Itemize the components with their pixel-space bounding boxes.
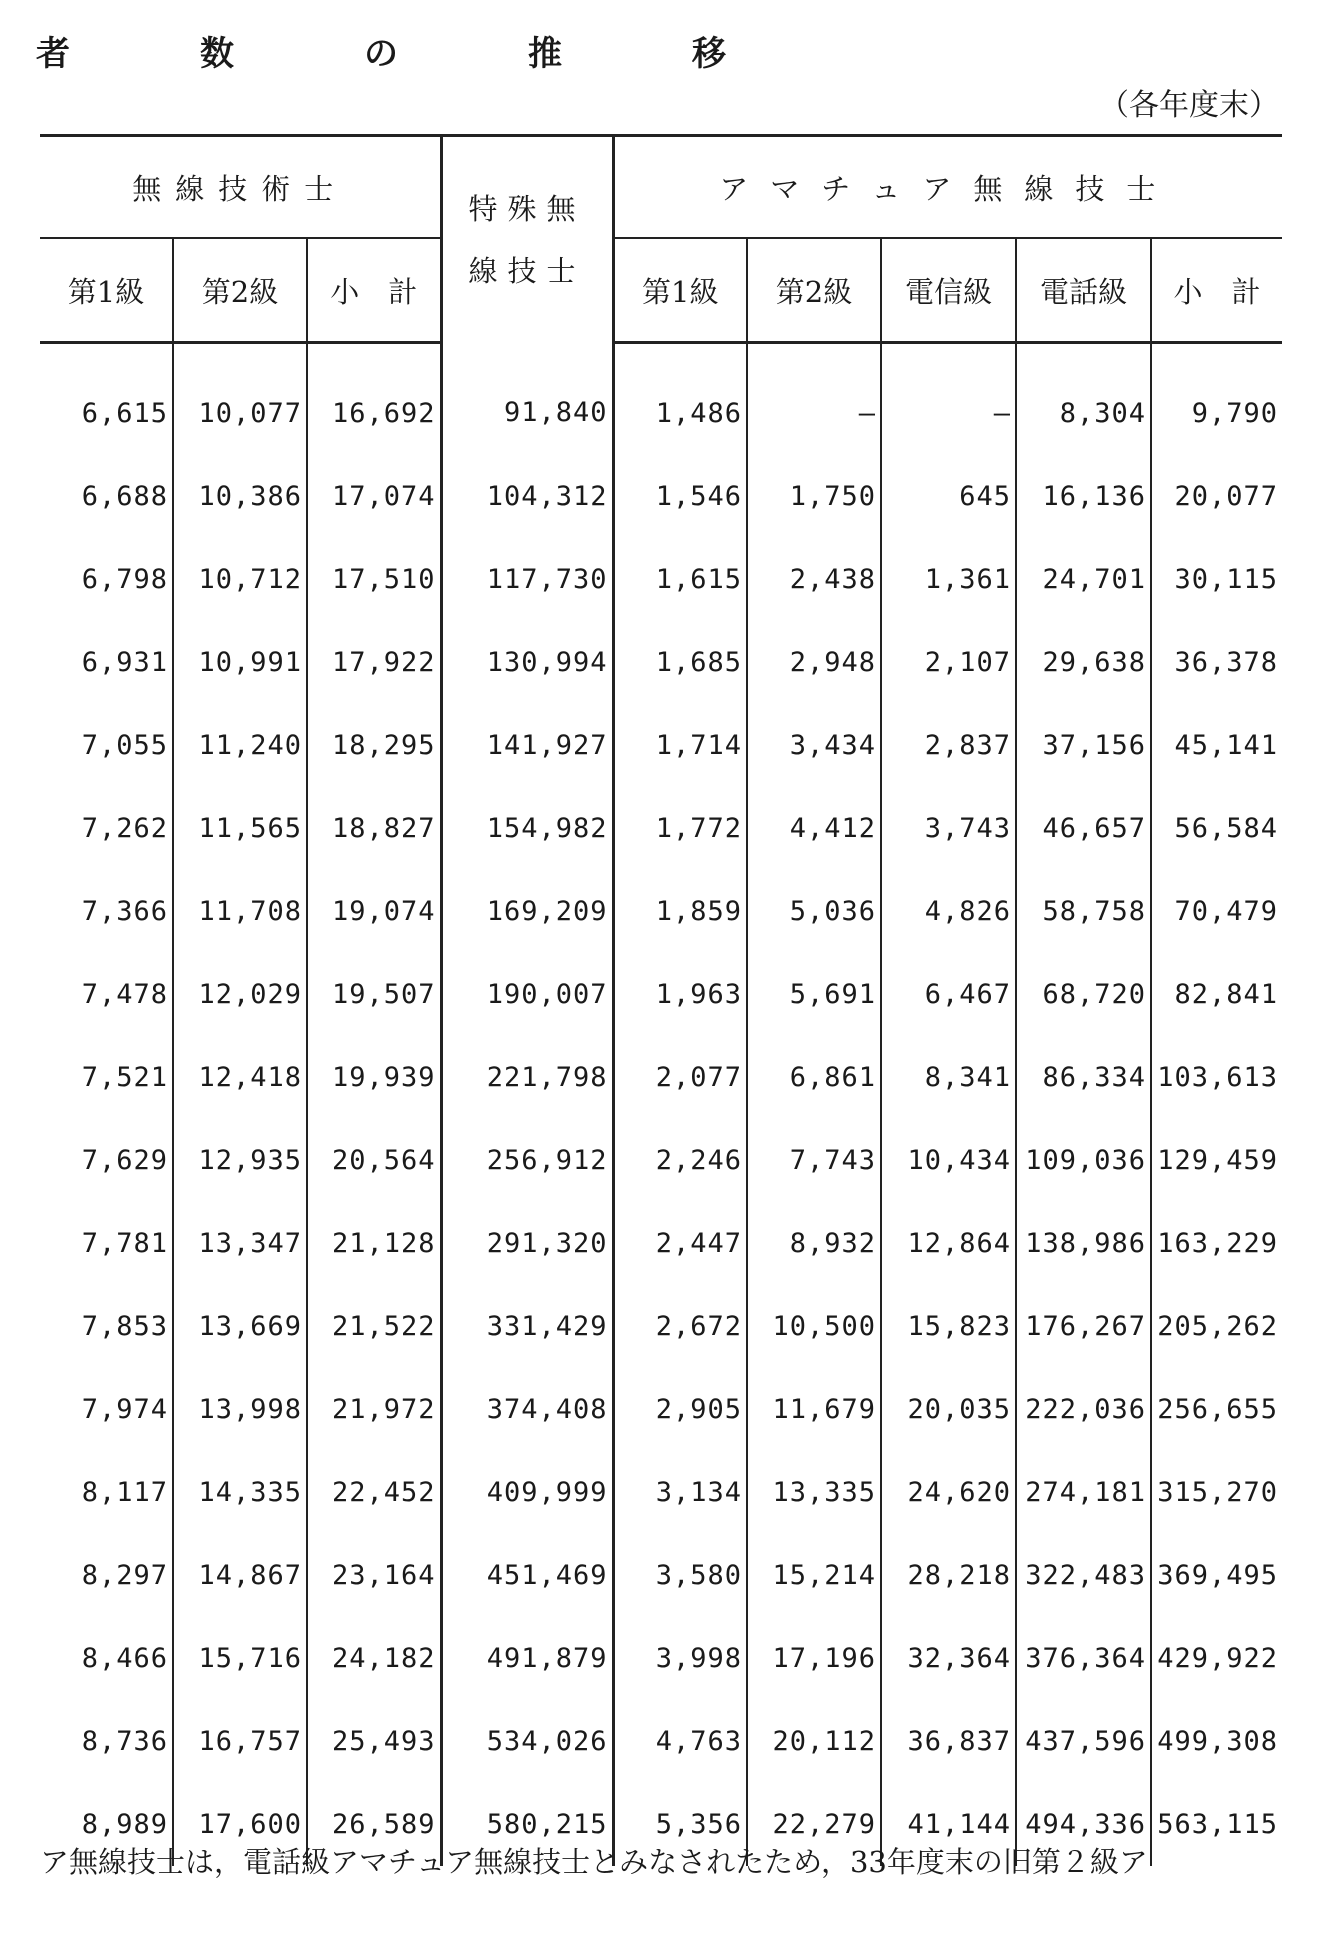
- cell-amateur-telegraph: 645: [881, 455, 1016, 538]
- header-amateur-telegraph: 電信級: [881, 238, 1016, 343]
- cell-engineer-class2: 10,991: [173, 621, 307, 704]
- cell-amateur-class1: 2,672: [613, 1285, 747, 1368]
- table-row: [40, 538, 1282, 621]
- header-special-wireless-line2: 線技士: [468, 253, 586, 288]
- cell-amateur-telephone: 222,036: [1016, 1368, 1151, 1451]
- cell-amateur-class1: 1,963: [613, 953, 747, 1036]
- cell-engineer-subtotal: 25,493: [307, 1700, 441, 1783]
- cell-engineer-class1: 7,521: [40, 1036, 173, 1119]
- cell-amateur-class1: 1,615: [613, 538, 747, 621]
- cell-amateur-subtotal: 45,141: [1174, 730, 1279, 761]
- cell-engineer-class2: 15,716: [173, 1617, 307, 1700]
- cell-amateur-telephone: 29,638: [1016, 621, 1151, 704]
- cell-engineer-class2: 12,935: [173, 1119, 307, 1202]
- cell-amateur-class1: 1,714: [613, 704, 747, 787]
- table-row: [40, 1036, 1282, 1119]
- table-row: [40, 1617, 1282, 1700]
- cell-amateur-subtotal: 9,790: [1191, 398, 1279, 429]
- cell-engineer-subtotal: 17,510: [307, 538, 441, 621]
- cell-amateur-telephone: 86,334: [1016, 1036, 1151, 1119]
- cell-amateur-subtotal: 163,229: [1157, 1228, 1279, 1259]
- cell-amateur-telephone: 176,267: [1016, 1285, 1151, 1368]
- cell-special-wireless: 291,320: [441, 1202, 613, 1285]
- cell-engineer-subtotal: 21,128: [307, 1202, 441, 1285]
- header-wireless-engineer: 無線技術士: [40, 136, 441, 239]
- cell-amateur-telegraph: 36,837: [881, 1700, 1016, 1783]
- cell-engineer-class1: 6,688: [40, 455, 173, 538]
- cell-amateur-telephone: 68,720: [1016, 953, 1151, 1036]
- cell-amateur-class2: 10,500: [747, 1285, 881, 1368]
- cell-amateur-class1: 5,356: [613, 1783, 747, 1866]
- cell-special-wireless: 130,994: [441, 621, 613, 704]
- cell-special-wireless: 451,469: [441, 1534, 613, 1617]
- cell-amateur-class2: 4,412: [747, 787, 881, 870]
- table-row: [40, 621, 1282, 704]
- cell-amateur-telegraph: 20,035: [881, 1368, 1016, 1451]
- table-row: [40, 787, 1282, 870]
- cell-engineer-class1: 7,366: [40, 870, 173, 953]
- cell-engineer-subtotal: 19,074: [307, 870, 441, 953]
- cell-engineer-class2: 13,998: [173, 1368, 307, 1451]
- cell-amateur-telephone: 46,657: [1016, 787, 1151, 870]
- cell-amateur-telegraph: 3,743: [881, 787, 1016, 870]
- cell-amateur-subtotal: 129,459: [1157, 1145, 1279, 1176]
- cell-amateur-subtotal: 429,922: [1157, 1643, 1279, 1674]
- cell-amateur-class1: 1,546: [613, 455, 747, 538]
- cell-amateur-subtotal: 30,115: [1174, 564, 1279, 595]
- cell-engineer-class2: 13,669: [173, 1285, 307, 1368]
- table-row: [40, 455, 1282, 538]
- cell-engineer-class1: 8,736: [40, 1700, 173, 1783]
- cell-engineer-subtotal: 16,692: [307, 343, 441, 456]
- cell-amateur-class2: 3,434: [747, 704, 881, 787]
- cell-engineer-class2: 16,757: [173, 1700, 307, 1783]
- cell-amateur-telephone: 37,156: [1016, 704, 1151, 787]
- cell-amateur-subtotal: 36,378: [1174, 647, 1279, 678]
- cell-amateur-class1: 1,486: [613, 343, 747, 456]
- cell-amateur-class2: 2,438: [747, 538, 881, 621]
- cell-amateur-telephone: 16,136: [1016, 455, 1151, 538]
- cell-amateur-class2: 8,932: [747, 1202, 881, 1285]
- cell-engineer-class1: 7,055: [40, 704, 173, 787]
- cell-amateur-class1: 1,772: [613, 787, 747, 870]
- cell-amateur-telephone: 24,701: [1016, 538, 1151, 621]
- cell-engineer-class2: 12,029: [173, 953, 307, 1036]
- header-special-wireless: [441, 136, 613, 343]
- cell-amateur-telegraph: 2,107: [881, 621, 1016, 704]
- cell-amateur-telephone: 437,596: [1016, 1700, 1151, 1783]
- cell-amateur-class1: 2,905: [613, 1368, 747, 1451]
- cell-amateur-class1: 1,685: [613, 621, 747, 704]
- cell-amateur-subtotal: 315,270: [1157, 1477, 1279, 1508]
- cell-engineer-class2: 11,240: [173, 704, 307, 787]
- header-engineer-class1: 第1級: [40, 238, 173, 343]
- cell-amateur-class1: 2,246: [613, 1119, 747, 1202]
- cell-amateur-telegraph: —: [881, 343, 1016, 456]
- cell-amateur-class1: 2,077: [613, 1036, 747, 1119]
- cell-special-wireless: 534,026: [441, 1700, 613, 1783]
- cell-amateur-telegraph: 28,218: [881, 1534, 1016, 1617]
- cell-amateur-class1: 1,859: [613, 870, 747, 953]
- cell-amateur-subtotal: 369,495: [1157, 1560, 1279, 1591]
- cell-engineer-class2: 10,077: [173, 343, 307, 456]
- table-row: [40, 870, 1282, 953]
- cell-engineer-class1: 6,798: [40, 538, 173, 621]
- cell-amateur-class1: 2,447: [613, 1202, 747, 1285]
- cell-engineer-subtotal: 21,522: [307, 1285, 441, 1368]
- cell-amateur-telephone: 58,758: [1016, 870, 1151, 953]
- cell-amateur-telegraph: 10,434: [881, 1119, 1016, 1202]
- cell-amateur-telegraph: 8,341: [881, 1036, 1016, 1119]
- cell-amateur-subtotal: 82,841: [1174, 979, 1279, 1010]
- cell-engineer-class1: 7,974: [40, 1368, 173, 1451]
- cell-engineer-class1: 7,262: [40, 787, 173, 870]
- cell-engineer-class2: 13,347: [173, 1202, 307, 1285]
- cell-amateur-subtotal: 20,077: [1174, 481, 1279, 512]
- cell-special-wireless: 190,007: [441, 953, 613, 1036]
- cell-special-wireless: 409,999: [441, 1451, 613, 1534]
- cell-engineer-subtotal: 17,074: [307, 455, 441, 538]
- cell-engineer-class2: 12,418: [173, 1036, 307, 1119]
- cell-amateur-subtotal: 256,655: [1157, 1394, 1279, 1425]
- cell-amateur-subtotal: 70,479: [1174, 896, 1279, 927]
- cell-engineer-subtotal: 18,827: [307, 787, 441, 870]
- cell-special-wireless: 374,408: [441, 1368, 613, 1451]
- cell-amateur-subtotal: 103,613: [1157, 1062, 1279, 1093]
- cell-amateur-class2: 15,214: [747, 1534, 881, 1617]
- table-row: [40, 1534, 1282, 1617]
- header-amateur-wireless: アマチュア無線技士: [613, 136, 1282, 239]
- cell-engineer-class2: 14,335: [173, 1451, 307, 1534]
- table-row: [40, 1119, 1282, 1202]
- cell-amateur-telephone: 8,304: [1016, 343, 1151, 456]
- cell-amateur-subtotal: 499,308: [1157, 1726, 1279, 1757]
- footnote: ア無線技士は，電話級アマチュア無線技士とみなされたため，33年度末の旧第２級ア: [40, 1845, 1148, 1879]
- cell-engineer-subtotal: 20,564: [307, 1119, 441, 1202]
- cell-special-wireless: 117,730: [441, 538, 613, 621]
- cell-engineer-subtotal: 18,295: [307, 704, 441, 787]
- header-amateur-class2: 第2級: [747, 238, 881, 343]
- cell-engineer-subtotal: 24,182: [307, 1617, 441, 1700]
- cell-special-wireless: 331,429: [441, 1285, 613, 1368]
- cell-amateur-subtotal: 205,262: [1157, 1311, 1279, 1342]
- cell-special-wireless: 491,879: [441, 1617, 613, 1700]
- cell-engineer-class2: 10,712: [173, 538, 307, 621]
- cell-engineer-class1: 6,931: [40, 621, 173, 704]
- cell-engineer-class2: 14,867: [173, 1534, 307, 1617]
- cell-engineer-class1: 7,629: [40, 1119, 173, 1202]
- table-row: [40, 343, 1282, 456]
- table-row: [40, 1368, 1282, 1451]
- cell-engineer-class1: 7,853: [40, 1285, 173, 1368]
- cell-engineer-subtotal: 17,922: [307, 621, 441, 704]
- cell-engineer-class2: 11,565: [173, 787, 307, 870]
- cell-amateur-telegraph: 12,864: [881, 1202, 1016, 1285]
- cell-amateur-class2: 11,679: [747, 1368, 881, 1451]
- table-row: [40, 1700, 1282, 1783]
- cell-amateur-class2: 6,861: [747, 1036, 881, 1119]
- cell-amateur-telegraph: 24,620: [881, 1451, 1016, 1534]
- cell-special-wireless: 256,912: [441, 1119, 613, 1202]
- cell-engineer-class1: 8,989: [40, 1783, 173, 1866]
- page-title: 者 数 の 推 移: [36, 34, 774, 74]
- table-row: [40, 1451, 1282, 1534]
- table-row: [40, 1202, 1282, 1285]
- cell-amateur-class1: 3,134: [613, 1451, 747, 1534]
- cell-amateur-class1: 3,580: [613, 1534, 747, 1617]
- cell-special-wireless: 141,927: [441, 704, 613, 787]
- cell-amateur-class2: 22,279: [747, 1783, 881, 1866]
- cell-engineer-subtotal: 22,452: [307, 1451, 441, 1534]
- cell-amateur-telegraph: 6,467: [881, 953, 1016, 1036]
- cell-amateur-class1: 4,763: [613, 1700, 747, 1783]
- cell-amateur-class2: 17,196: [747, 1617, 881, 1700]
- cell-amateur-telegraph: 4,826: [881, 870, 1016, 953]
- cell-amateur-subtotal: 56,584: [1174, 813, 1279, 844]
- cell-special-wireless: 169,209: [441, 870, 613, 953]
- cell-special-wireless: 154,982: [441, 787, 613, 870]
- cell-special-wireless: 91,840: [441, 343, 613, 456]
- header-amateur-subtotal: 小 計: [1151, 238, 1282, 343]
- cell-engineer-class1: 8,466: [40, 1617, 173, 1700]
- cell-special-wireless: 104,312: [441, 455, 613, 538]
- cell-engineer-class2: 10,386: [173, 455, 307, 538]
- cell-amateur-class2: 20,112: [747, 1700, 881, 1783]
- cell-special-wireless: 221,798: [441, 1036, 613, 1119]
- table-row: [40, 704, 1282, 787]
- header-engineer-subtotal: 小 計: [307, 238, 441, 343]
- cell-engineer-class1: 6,615: [40, 343, 173, 456]
- cell-engineer-class2: 11,708: [173, 870, 307, 953]
- header-amateur-telephone: 電話級: [1016, 238, 1151, 343]
- cell-amateur-telegraph: 15,823: [881, 1285, 1016, 1368]
- cell-engineer-subtotal: 23,164: [307, 1534, 441, 1617]
- cell-amateur-class2: 5,691: [747, 953, 881, 1036]
- cell-engineer-subtotal: 26,589: [307, 1783, 441, 1866]
- header-special-wireless-line1: 特殊無: [468, 191, 586, 226]
- cell-amateur-subtotal: 563,115: [1157, 1809, 1279, 1840]
- cell-amateur-class2: 1,750: [747, 455, 881, 538]
- cell-engineer-class2: 17,600: [173, 1783, 307, 1866]
- cell-amateur-telegraph: 1,361: [881, 538, 1016, 621]
- cell-amateur-class2: —: [747, 343, 881, 456]
- cell-special-wireless: 580,215: [441, 1783, 613, 1866]
- cell-engineer-class1: 7,478: [40, 953, 173, 1036]
- cell-amateur-telephone: 109,036: [1016, 1119, 1151, 1202]
- cell-engineer-class1: 8,297: [40, 1534, 173, 1617]
- cell-engineer-class1: 7,781: [40, 1202, 173, 1285]
- cell-amateur-telephone: 376,364: [1016, 1617, 1151, 1700]
- header-engineer-class2: 第2級: [173, 238, 307, 343]
- cell-amateur-class2: 7,743: [747, 1119, 881, 1202]
- table-row: [40, 953, 1282, 1036]
- unit-note: （各年度末）: [1099, 88, 1279, 123]
- cell-amateur-telephone: 494,336: [1016, 1783, 1151, 1866]
- cell-engineer-subtotal: 19,507: [307, 953, 441, 1036]
- cell-engineer-subtotal: 19,939: [307, 1036, 441, 1119]
- cell-amateur-telegraph: 32,364: [881, 1617, 1016, 1700]
- cell-amateur-telephone: 138,986: [1016, 1202, 1151, 1285]
- cell-amateur-telegraph: 2,837: [881, 704, 1016, 787]
- cell-amateur-telephone: 322,483: [1016, 1534, 1151, 1617]
- cell-amateur-class1: 3,998: [613, 1617, 747, 1700]
- cell-amateur-telegraph: 41,144: [881, 1783, 1016, 1866]
- cell-amateur-class2: 5,036: [747, 870, 881, 953]
- table-body: [40, 343, 1282, 1867]
- cell-amateur-telephone: 274,181: [1016, 1451, 1151, 1534]
- cell-engineer-class1: 8,117: [40, 1451, 173, 1534]
- license-holders-table: [40, 134, 1282, 1866]
- cell-amateur-class2: 2,948: [747, 621, 881, 704]
- table-row: [40, 1285, 1282, 1368]
- cell-engineer-subtotal: 21,972: [307, 1368, 441, 1451]
- cell-amateur-class2: 13,335: [747, 1451, 881, 1534]
- header-amateur-class1: 第1級: [613, 238, 747, 343]
